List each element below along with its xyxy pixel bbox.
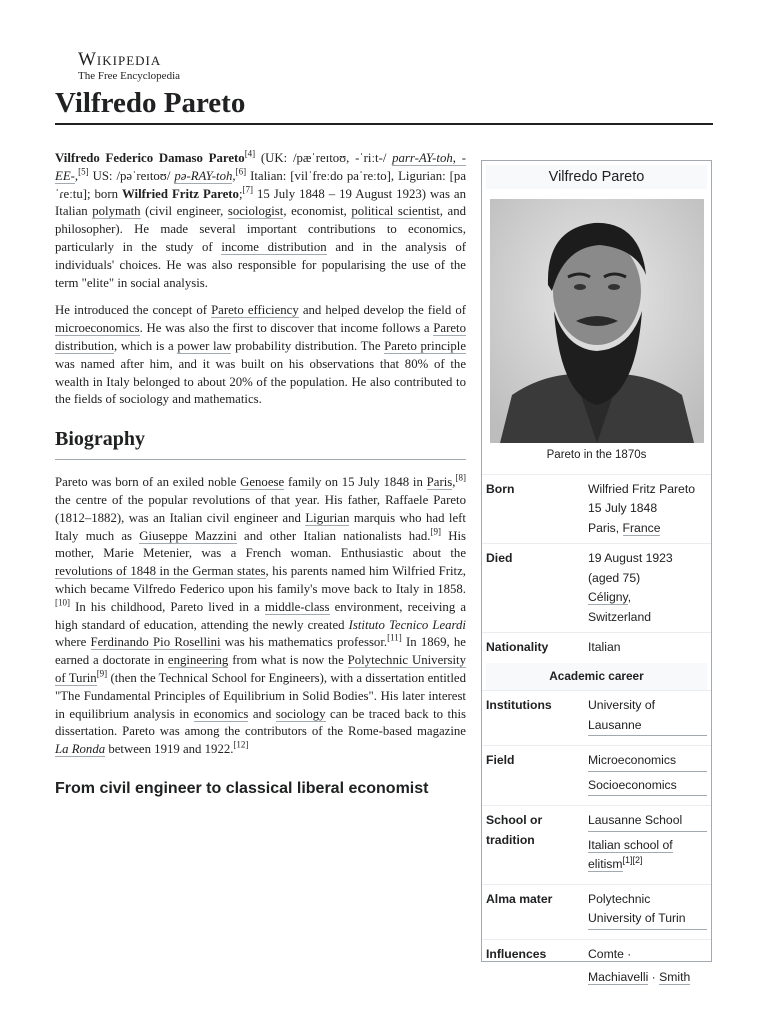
article-link[interactable]: pə-RAY-toh (174, 168, 233, 183)
influence-link[interactable]: Smith (659, 970, 691, 984)
row-value (588, 696, 711, 740)
citation[interactable]: [10] (55, 597, 70, 608)
portrait-photo[interactable] (490, 199, 704, 443)
infobox-row-alma-mater (482, 884, 711, 939)
row-value (588, 890, 711, 934)
citation[interactable]: [1][2] (622, 854, 643, 865)
intro-paragraph-1: Vilfredo Federico Damaso Pareto[4] (UK: /pæˈreɪtoʊ, -ˈriːt-/ parr-AY-toh, -EE-,[5] US: /pəˈreɪtoʊ/ pə-RAY-toh,[6] Italian: [vilˈfreːdo paˈreːto], Ligurian: [paˈɾeːtu]; born Wilfried Fritz Pareto;[7] 15 July 1848 – 19 August 1923) was an Italian polymath (civil engineer, sociologist, economist, political scientist, and philosopher). He made several important contributions to economics, particularly in the study of income distribution and in the analysis of individuals' choices. He was also responsible for popularising the use of the term "elite" in social analysis. (55, 148, 466, 290)
article-link[interactable]: revolutions of 1848 in the German states (55, 564, 266, 579)
article-link[interactable]: Paris (426, 475, 453, 490)
infobox-row-nationality (482, 632, 711, 663)
infobox (481, 160, 712, 984)
field-link[interactable]: Microeconomics (588, 751, 707, 772)
alma-mater-link[interactable]: Polytechnic University of Turin (588, 890, 707, 930)
row-label: School or tradition (486, 813, 543, 847)
citation[interactable]: [5] (78, 166, 89, 177)
deathplace: Céligny, (588, 590, 632, 604)
institution-link[interactable]: University of Lausanne (588, 696, 707, 736)
article-link[interactable]: sociologist (227, 204, 284, 219)
row-label: Institutions (486, 698, 552, 712)
infobox-row-influences (482, 939, 711, 997)
row-value (588, 811, 711, 879)
citation[interactable]: [11] (387, 633, 402, 644)
title-rule (55, 123, 713, 125)
article-link[interactable]: income distribution (221, 239, 327, 254)
citation[interactable]: [8] (455, 472, 466, 483)
citation[interactable]: [7] (242, 184, 254, 195)
logo-tagline: The Free Encyclopedia (78, 70, 181, 82)
article-body (55, 150, 466, 801)
article-link[interactable]: power law (177, 338, 232, 353)
academic-career-header: Academic career (486, 663, 707, 691)
article-link[interactable]: engineering (167, 653, 229, 668)
infobox-title: Vilfredo Pareto (486, 165, 707, 189)
citation[interactable]: [9] (96, 668, 108, 679)
biography-paragraph-1: Pareto was born of an exiled noble Genoese family on 15 July 1848 in Paris,[8] the centre of the popular revolutions of that year. His father, Raffaele Pareto (1812–1882), was an Italian civil engineer and Ligurian marquis who had left Italy much as Giuseppe Mazzini and other Italian nationalists had.[9] His mother, Marie Metenier, was a French woman. Enthusiastic about the revolutions of 1848 in the German states, his parents named him Wilfried Fritz, which became Vilfredo Federico upon his family's move back to Italy in 1858.[10] In his childhood, Pareto lived in a middle-class environment, receiving a high standard of education, attending the newly created Istituto Tecnico Leardi where Ferdinando Pio Rosellini was his mathematics professor.[11] In 1869, he earned a doctorate in engineering from what is now the Polytechnic University of Turin[9] (then the Technical School for Engineers), with a dissertation entitled "The Fundamental Principles of Equilibrium in Solid Bodies". His later interest in equilibrium analysis in economics and sociology can be traced back to this dissertation. Pareto was among the contributors of the Rome-based magazine La Ronda between 1919 and 1922.[12] (55, 472, 467, 757)
article-link[interactable]: sociology (275, 706, 326, 721)
article-link[interactable]: Pareto principle (384, 338, 467, 353)
intro-paragraph-2: He introduced the concept of Pareto efficiency and helped develop the field of microeconomics. He was also the first to discover that income follows a Pareto distribution, which is a power law probability distribution. The Pareto principle was named after him, and it was built on his observations that 80% of the wealth in Italy belonged to about 20% of the population. He also contributed to the fields of sociology and mathematics. (55, 303, 467, 407)
influence-link[interactable]: Machiavelli (588, 970, 649, 984)
infobox-row-institutions (482, 690, 711, 745)
france-link[interactable]: France (622, 520, 661, 535)
infobox-row-born (482, 474, 711, 544)
row-value: Italian (588, 640, 621, 654)
citation[interactable]: [6] (235, 166, 247, 177)
row-value (588, 751, 711, 800)
school-link[interactable]: Lausanne School (588, 811, 707, 832)
row-label: Alma mater (486, 891, 553, 906)
portrait-caption: Pareto in the 1870s (546, 449, 647, 461)
citation[interactable]: [9] (430, 526, 441, 537)
birthplace: Paris, France (588, 520, 661, 535)
citation[interactable]: [12] (233, 739, 249, 750)
row-label: Nationality (486, 640, 549, 654)
article-link[interactable]: Pareto distribution (55, 321, 466, 353)
article-link[interactable]: political scientist (351, 204, 440, 219)
article-link[interactable]: middle-class (264, 599, 330, 614)
article-link[interactable]: Ferdinando Pio Rosellini (90, 635, 221, 650)
infobox-row-school (482, 805, 711, 884)
row-label: Field (486, 753, 515, 767)
article-link[interactable]: polymath (92, 204, 141, 219)
infobox-row-field (482, 745, 711, 805)
article-link[interactable]: Ligurian (305, 510, 350, 525)
article-link[interactable]: microeconomics (55, 321, 140, 336)
infobox-row-died (482, 543, 711, 632)
article-link[interactable]: Giuseppe Mazzini (139, 528, 237, 543)
row-value: Wilfried Fritz Pareto 15 July 1848 Paris, France (588, 480, 711, 539)
influence-link[interactable]: Comte (588, 946, 624, 961)
row-label: Died (486, 551, 513, 565)
section-subheading: From civil engineer to classical liberal economist (55, 779, 429, 797)
citation[interactable]: [4] (244, 148, 256, 159)
row-value: 19 August 1923 (aged 75) Céligny, Switzerland (588, 549, 711, 627)
article-link[interactable]: parr-AY-toh, -EE- (55, 151, 466, 183)
row-value: Comte · Machiavelli · Smith (588, 946, 691, 984)
row-label: Influences (486, 946, 547, 961)
article-link[interactable]: Genoese (240, 475, 285, 490)
article-link[interactable]: economics (193, 706, 249, 721)
article-link[interactable]: Polytechnic University of Turin (55, 653, 467, 685)
celigny-link[interactable]: Céligny (588, 590, 628, 604)
school-link[interactable]: Italian school of elitism (588, 837, 673, 871)
logo-wordmark: Wikipedia (78, 49, 162, 70)
biography-heading: Biography (55, 427, 466, 460)
page-title: Vilfredo Pareto (55, 87, 246, 119)
wikipedia-logo[interactable] (78, 50, 180, 83)
row-label: Born (486, 481, 515, 496)
article-link[interactable]: Pareto efficiency (211, 303, 299, 318)
field-link[interactable]: Socioeconomics (588, 776, 707, 797)
article-link[interactable]: La Ronda (55, 742, 106, 757)
